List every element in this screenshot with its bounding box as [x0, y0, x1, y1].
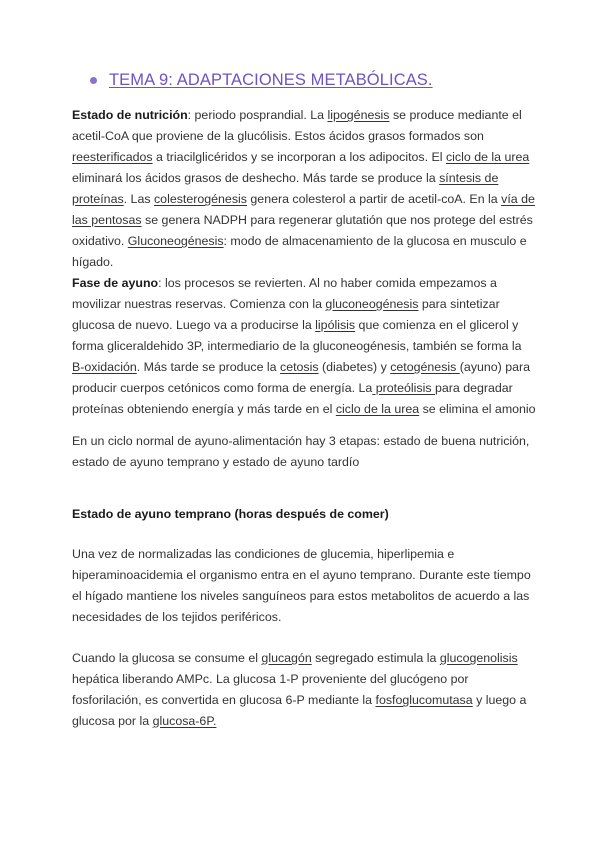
p4-line-1: Una vez de normalizadas las condiciones de glucemia, hiperlipemia e	[72, 547, 455, 561]
term-ciclo-urea: ciclo de la urea	[445, 150, 530, 164]
title-row	[90, 71, 433, 90]
p1-line-7: oxidativo. Gluconeogénesis: modo de almacenamiento de la glucosa en musculo e	[72, 234, 527, 248]
term-glucosa-6p: glucosa-6P.	[152, 714, 217, 728]
term-b-oxidacion: Β-oxidación	[72, 360, 137, 374]
p1-line-6: las pentosas se genera NADPH para regenerar glutatión que nos protege del estrés	[72, 213, 533, 227]
p2-line-1: Fase de ayuno: los procesos se revierten. Al no haber comida empezamos a	[72, 276, 497, 290]
term-colesterogenesis: colesterogénesis	[153, 192, 247, 206]
p3-line-2: estado de ayuno temprano y estado de ayuno tardío	[72, 455, 360, 469]
p1-line-5: proteínas. Las colesterogénesis genera colesterol a partir de acetil-coA. En la vía de	[72, 192, 535, 206]
term-gluconeogenesis-1: Gluconeogénesis	[127, 234, 224, 248]
cycle-stages-paragraph	[72, 431, 532, 473]
bullet-icon	[90, 77, 97, 84]
term-sintesis-de: síntesis de	[439, 171, 499, 185]
p5-line-4: glucosa por la glucosa-6P.	[72, 714, 217, 728]
p1-line-8: hígado.	[72, 255, 114, 269]
p4-line-3: el hígado mantiene los niveles sanguíneos para estos metabolitos de acuerdo a las	[72, 589, 530, 603]
term-lipolisis: lipólisis	[315, 318, 356, 332]
term-cetosis: cetosis	[280, 360, 319, 374]
term-las-pentosas: las pentosas	[72, 213, 142, 227]
early-fasting-paragraph	[72, 544, 532, 628]
term-proteinas: proteínas	[72, 192, 124, 206]
p2-line-7: proteínas obteniendo energía y más tarde en el ciclo de la urea se elimina el amonio	[72, 402, 536, 416]
term-fosfoglucomutasa: fosfoglucomutasa	[375, 693, 473, 707]
term-proteolisis: proteólisis	[372, 381, 435, 395]
page-title[interactable]: TEMA 9: ADAPTACIONES METABÓLICAS.	[109, 71, 433, 89]
p2-line-6: producir cuerpos cetónicos como forma de energía. La proteólisis para degradar	[72, 381, 513, 395]
p1-line-3: reesterificados a triacilglicéridos y se incorporan a los adipocitos. El ciclo de la urea	[72, 150, 530, 164]
term-gluconeogenesis-2: gluconeogénesis	[325, 297, 419, 311]
term-lipogenesis: lipogénesis	[327, 108, 390, 122]
p4-line-4: necesidades de los tejidos periféricos.	[72, 610, 282, 624]
p2-line-3: glucosa de nuevo. Luego va a producirse la lipólisis que comienza en el glicerol y	[72, 318, 519, 332]
p5-line-3: fosforilación, es convertida en glucosa 6-P mediante la fosfoglucomutasa y luego a	[72, 693, 527, 707]
p4-line-2: hiperaminoacidemia el organismo entra en el ayuno temprano. Durante este tiempo	[72, 568, 531, 582]
term-cetogenesis: cetogénesis	[390, 360, 460, 374]
term-ciclo-urea-2: ciclo de la urea	[335, 402, 420, 416]
p1-line-2: acetil-CoA que proviene de la glucólisis. Estos ácidos grasos formados son	[72, 129, 484, 143]
p1-line-4: eliminará los ácidos grasos de deshecho. Más tarde se produce la síntesis de	[72, 171, 499, 185]
term-reesterificados: reesterificados	[72, 150, 153, 164]
term-glucogenolisis: glucogenolisis	[439, 651, 518, 665]
p1-line-1: Estado de nutrición: periodo posprandial. La lipogénesis se produce mediante el	[72, 108, 522, 122]
term-glucagon: glucagón	[261, 651, 312, 665]
p2-line-2: movilizar nuestras reservas. Comienza con la gluconeogénesis para sintetizar	[72, 297, 500, 311]
glucose-paragraph	[72, 648, 532, 732]
p5-line-2: hepática liberando AMPc. La glucosa 1-P proveniente del glucógeno por	[72, 672, 469, 686]
p3-line-1: En un ciclo normal de ayuno-alimentación hay 3 etapas: estado de buena nutrición,	[72, 434, 530, 448]
term-via-de: vía de	[501, 192, 535, 206]
fasting-label: Fase de ayuno	[72, 276, 159, 290]
p2-line-4: forma gliceraldehido 3P, intermediario de la gluconeogénesis, también se forma la	[72, 339, 522, 353]
nutrition-and-fasting-section	[72, 105, 536, 420]
p5-line-1: Cuando la glucosa se consume el glucagón segregado estimula la glucogenolisis	[72, 651, 518, 665]
p2-line-5: Β-oxidación. Más tarde se produce la cetosis (diabetes) y cetogénesis (ayuno) para	[72, 360, 531, 374]
nutrition-label: Estado de nutrición	[72, 108, 188, 122]
section-heading: Estado de ayuno temprano (horas después de comer)	[72, 507, 389, 521]
